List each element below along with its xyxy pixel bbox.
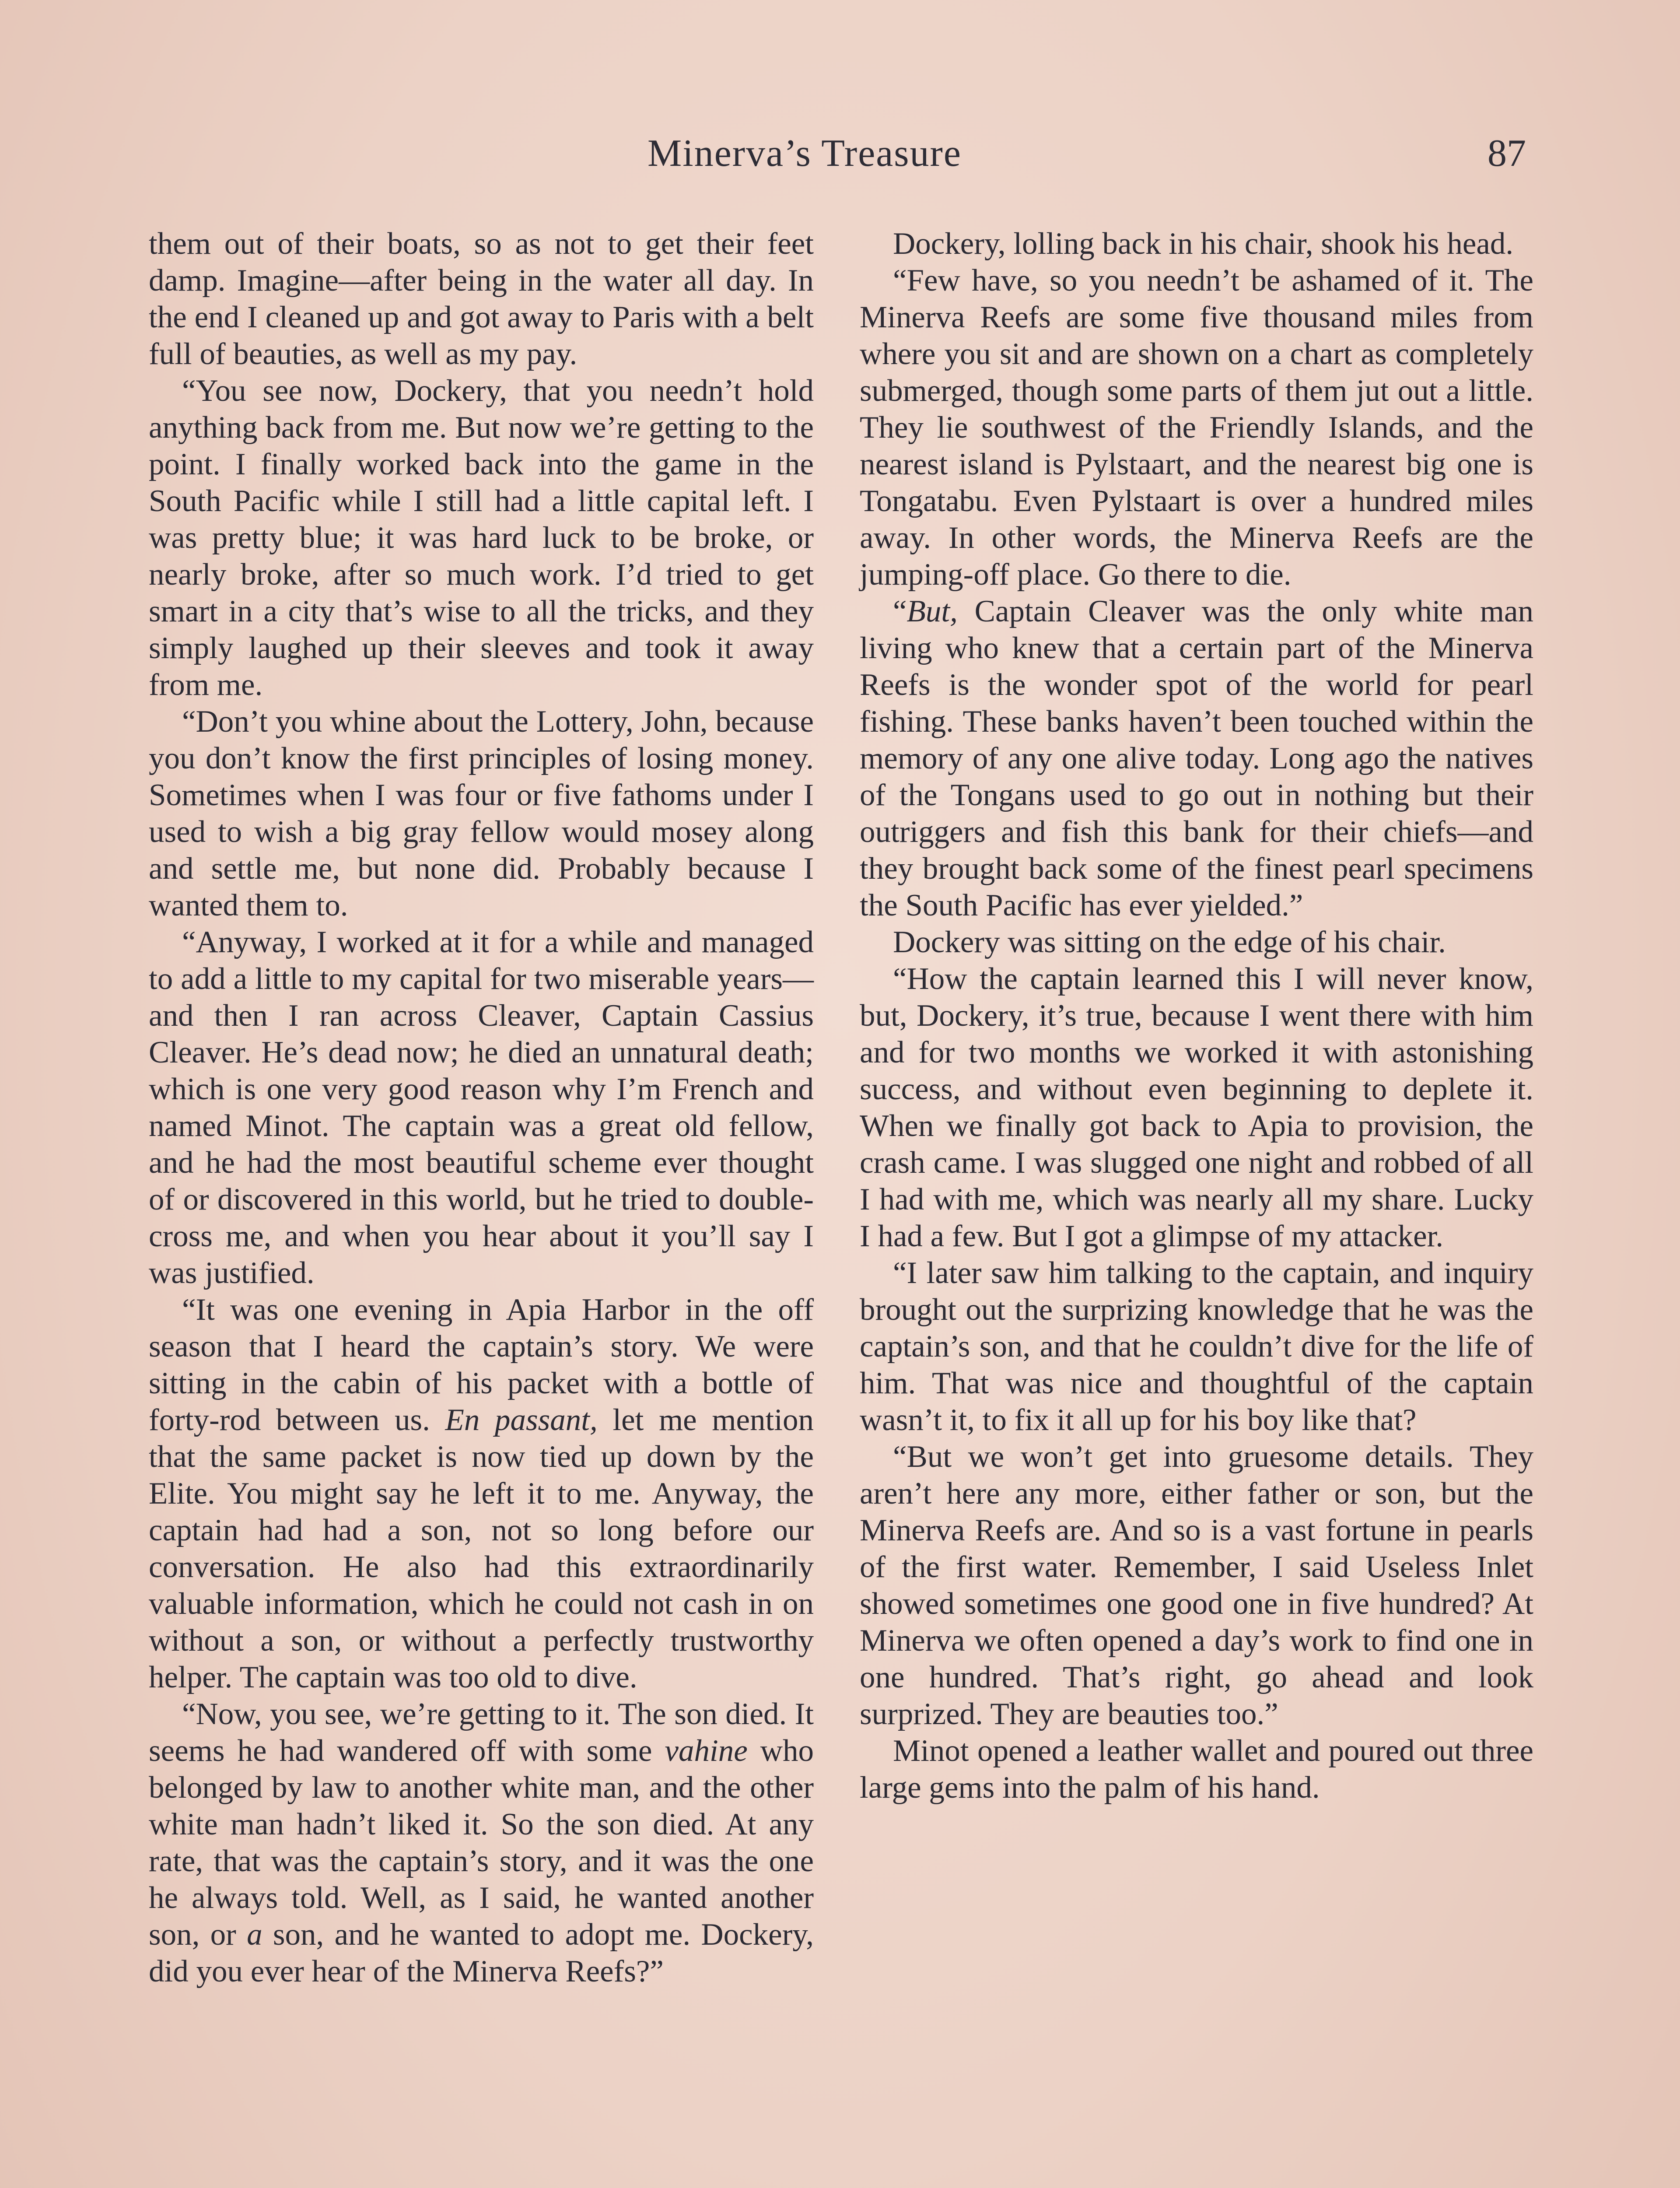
paragraph: [149, 1291, 814, 1696]
italic-word: vahine: [665, 1734, 748, 1768]
paragraph: “Don’t you whine about the Lottery, John, because you don’t know the first principles of losing money. Sometimes when I was four or five fathoms under I used to wish a big gray fellow would mosey along and settle me, but none did. Probably because I wanted them to.: [149, 705, 814, 922]
paragraph: Dockery, lolling back in his chair, shook his head.: [893, 227, 1514, 261]
paragraph-text: let me mention that the same packet is now tied up down by the Elite. You might say he left it to me. Anyway, the captain had had a son, not so long before our conversation. He also had this extraordinarily valuable information, which he could not cash in on without a son, or without a perfectly trustworthy helper. The captain was too old to dive.: [149, 1403, 814, 1694]
paragraph: [860, 593, 1533, 924]
paragraph-text: Captain Cleaver was the only white man living who knew that a certain part of the Minerva Reefs is the wonder spot of the world for pearl fishing. These banks haven’t been touched within the memory of any one alive today. Long ago the natives of the Tongans used to go out in nothing but their outriggers and fish this bank for their chiefs—and they brought back some of the finest pearl specimens the South Pacific has ever yielded.”: [860, 594, 1533, 922]
paragraph: “Anyway, I worked at it for a while and managed to add a little to my capital for two miserable years—and then I ran across Cleaver, Captain Cassius Cleaver. He’s dead now; he died an unnatural death; which is one very good reason why I’m French and named Minot. The captain was a great old fellow, and he had the most beautiful scheme ever thought of or discovered in this world, but he tried to double-cross me, and when you hear about it you’ll say I was justified.: [149, 925, 814, 1290]
paragraph-text: “Now, you see, we’re getting to it. The son died. It seems he had wandered off with some: [149, 1697, 814, 1768]
paragraph-text: who belonged by law to another white man, and the other white man hadn’t liked it. So the son died. At any rate, that was the captain’s story, and it was the one he always told. Well, as I said, he wanted another son, or: [149, 1734, 814, 1952]
paragraph-text: “: [893, 594, 907, 628]
right-column: [860, 225, 1533, 1806]
left-column: [149, 225, 814, 1990]
paragraph: [149, 1696, 814, 1990]
paragraph: “Few have, so you needn’t be ashamed of it. The Minerva Reefs are some five thousand miles from where you sit and are shown on a chart as completely submerged, though some parts of them jut out a little. They lie southwest of the Friendly Islands, and the nearest island is Pylstaart, and the nearest big one is Tongatabu. Even Pylstaart is over a hundred miles away. In other words, the Minerva Reefs are the jumping-off place. Go there to die.: [860, 263, 1533, 592]
paragraph: “How the captain learned this I will never know, but, Dockery, it’s true, because I went there with him and for two months we worked it with astonishing success, and without even beginning to deplete it. When we finally got back to Apia to provision, the crash came. I was slugged one night and robbed of all I had with me, which was nearly all my share. Lucky I had a few. But I got a glimpse of my attacker.: [860, 962, 1533, 1253]
italic-phrase: En passant,: [445, 1403, 598, 1437]
paragraph: Dockery was sitting on the edge of his chair.: [893, 925, 1446, 959]
paragraph-text: son, and he wanted to adopt me. Dockery, did you ever hear of the Minerva Reefs?”: [149, 1918, 814, 1988]
paragraph-text: “It was one evening in Apia Harbor in the off season that I heard the captain’s story. We were sitting in the cabin of his packet with a bottle of forty-rod between us.: [149, 1293, 814, 1437]
italic-word: a: [247, 1918, 262, 1952]
paragraph: “But we won’t get into gruesome details. They aren’t here any more, either father or son, but the Minerva Reefs are. And so is a vast fortune in pearls of the first water. Remember, I said Useless Inlet showed sometimes one good one in five hundred? At Minerva we often opened a day’s work to find one in one hundred. That’s right, go ahead and look surprized. They are beauties too.”: [860, 1440, 1533, 1731]
paragraph: “You see now, Dockery, that you needn’t hold anything back from me. But now we’re getting to the point. I finally worked back into the game in the South Pacific while I still had a little capital left. I was pretty blue; it was hard luck to be broke, or nearly broke, after so much work. I’d tried to get smart in a city that’s wise to all the tricks, and they simply laughed up their sleeves and took it away from me.: [149, 374, 814, 702]
paragraph: them out of their boats, so as not to get their feet damp. Imagine—after being in the water all day. In the end I cleaned up and got away to Paris with a belt full of beauties, as well as my pay.: [149, 227, 814, 371]
page-number: 87: [1488, 132, 1526, 175]
paragraph: Minot opened a leather wallet and poured out three large gems into the palm of his hand.: [860, 1734, 1533, 1805]
paragraph: “I later saw him talking to the captain, and inquiry brought out the surprizing knowledge that he was the captain’s son, and that he couldn’t dive for the life of him. That was nice and thoughtful of the captain wasn’t it, to fix it all up for his boy like that?: [860, 1256, 1533, 1437]
italic-word: But,: [906, 594, 958, 628]
running-title: Minerva’s Treasure: [648, 132, 962, 175]
